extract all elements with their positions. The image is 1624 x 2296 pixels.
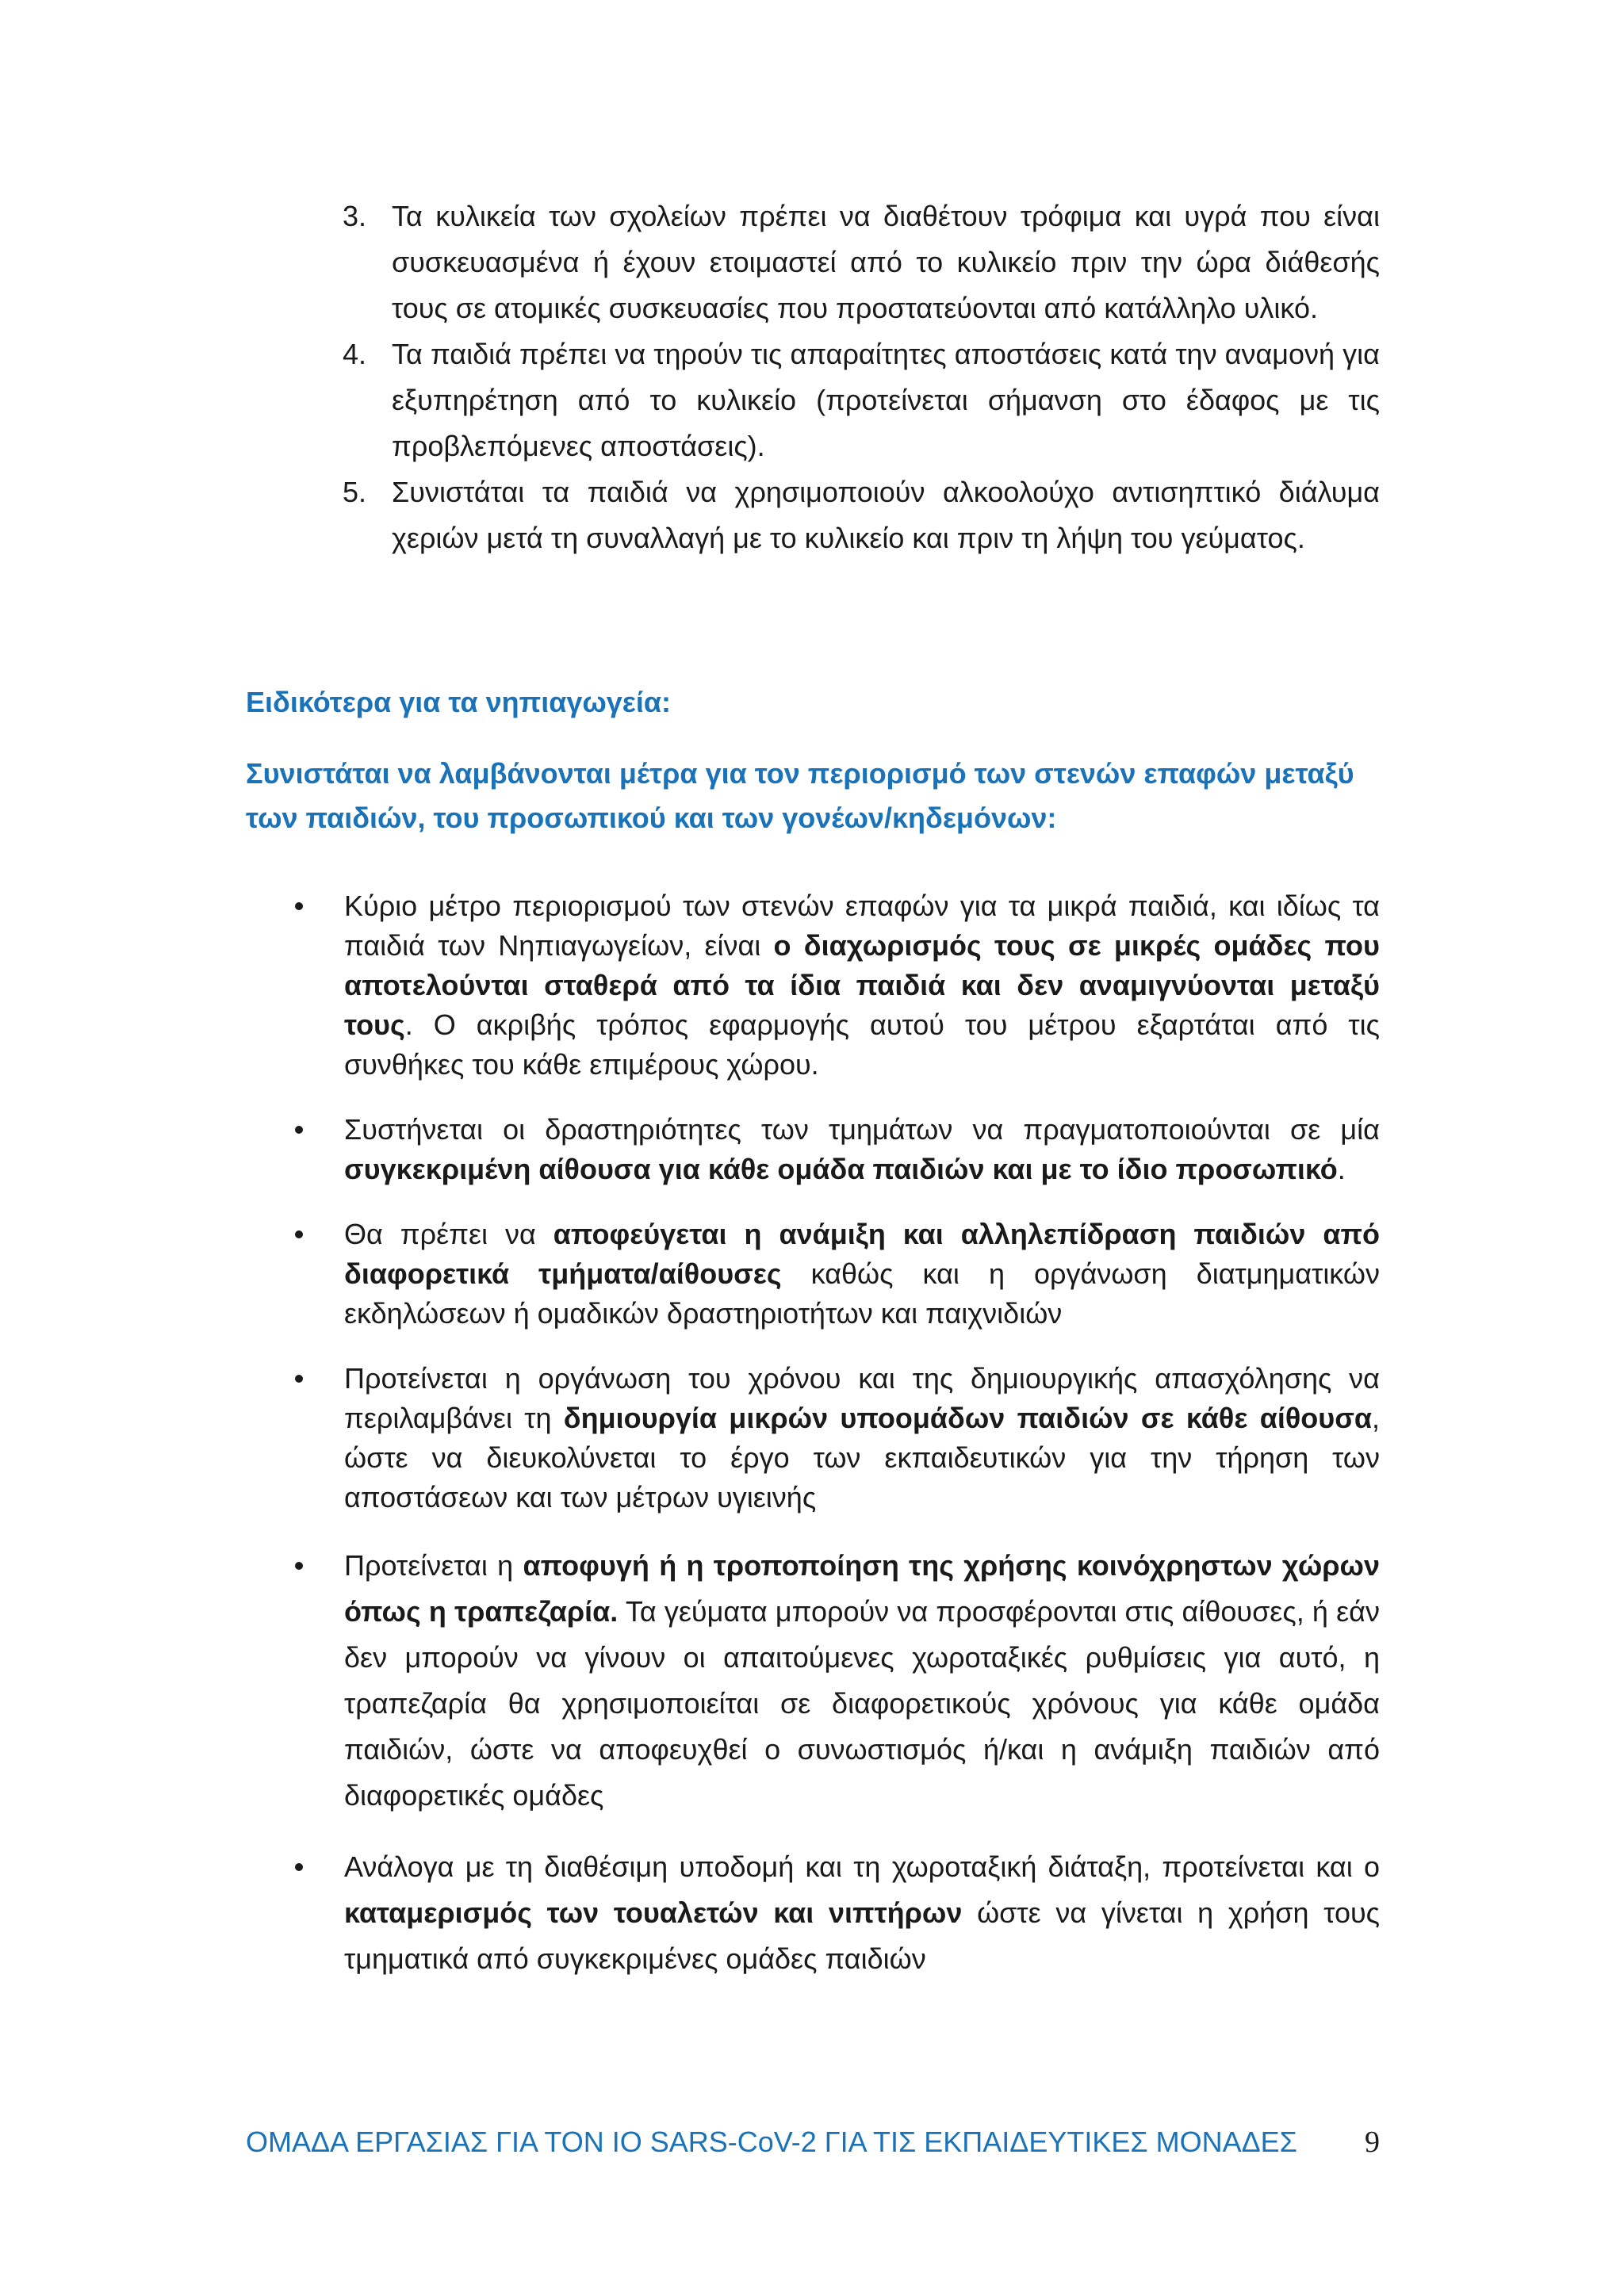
bullet-bold-text: καταμερισμός των τουαλετών και νιπτήρων [344, 1896, 963, 1929]
list-number: 5. [343, 476, 367, 508]
list-item [343, 193, 1380, 331]
bullet-item [295, 1359, 1380, 1517]
bullet-text: Θα πρέπει να [344, 1218, 553, 1250]
bullet-bold-text: δημιουργία μικρών υποομάδων παιδιών σε κάθε αίθουσα [563, 1402, 1372, 1434]
section-subheading: Συνιστάται να λαμβάνονται μέτρα για τον περιορισμό των στενών επαφών μεταξύ των παιδιών, του προσωπικού και των γονέων/κηδεμόνων: [246, 757, 1354, 834]
bullet-icon [295, 902, 303, 910]
bullet-text: Συστήνεται οι δραστηριότητες των τμημάτων να πραγματοποιούνται σε μία [344, 1113, 1380, 1146]
bullet-text: ώστε να γίνεται η χρήση τους τμηματικά από συγκεκριμένες ομάδες παιδιών [344, 1896, 1381, 1975]
bullet-icon [295, 1230, 303, 1238]
bullet-icon [295, 1375, 303, 1383]
bullet-item [295, 1110, 1380, 1189]
bullet-text: καθώς και η οργάνωση διατμηματικών εκδηλώσεων ή ομαδικών δραστηριοτήτων και παιχνιδιών [344, 1257, 1380, 1330]
bullet-text: . [1337, 1153, 1346, 1185]
bullet-bold-text: αποφυγή ή η τροποποίηση της χρήσης κοινόχρηστων χώρων όπως η τραπεζαρία. [344, 1549, 1380, 1628]
bullet-item [295, 1844, 1380, 1982]
bullet-bold-text: συγκεκριμένη αίθουσα για κάθε ομάδα παιδιών και με το ίδιο προσωπικό [344, 1153, 1338, 1185]
bullet-item [295, 886, 1380, 1085]
bullet-text: Προτείνεται η οργάνωση του χρόνου και της δημιουργικής απασχόλησης να περιλαμβάνει τη [344, 1362, 1380, 1434]
bullet-text: Τα γεύματα μπορούν να προσφέρονται στις αίθουσες, ή εάν δεν μπορούν να γίνουν οι απαιτούμενες χωροταξικές ρυθμίσεις για αυτό, η τραπεζαρία θα χρησιμοποιείται σε διαφορετικούς χρόνους για κάθε ομάδα παιδιών, ώστε να αποφευχθεί ο συνωστισμός ή/και η ανάμιξη παιδιών από διαφορετικές ομάδες [344, 1595, 1380, 1812]
list-item [343, 331, 1380, 469]
bullet-icon [295, 1126, 303, 1134]
bullet-text: Προτείνεται η [344, 1549, 523, 1582]
bullet-text: Κύριο μέτρο περιορισμού των στενών επαφών για τα μικρά παιδιά, και ιδίως τα παιδιά των Νηπιαγωγείων, είναι [344, 890, 1380, 962]
numbered-list [343, 193, 1380, 561]
list-text: Συνιστάται τα παιδιά να χρησιμοποιούν αλκοολούχο αντισηπτικό διάλυμα χεριών μετά τη συναλλαγή με το κυλικείο και πριν τη λήψη του γεύματος. [392, 476, 1380, 554]
list-number: 3. [343, 200, 367, 232]
list-number: 4. [343, 338, 367, 370]
bullet-bold-text: αποφεύγεται η ανάμιξη και αλληλεπίδραση παιδιών από διαφορετικά τμήματα/αίθουσες [344, 1218, 1381, 1290]
list-item [343, 469, 1380, 561]
list-text: Τα κυλικεία των σχολείων πρέπει να διαθέτουν τρόφιμα και υγρά που είναι συσκευασμένα ή έχουν ετοιμαστεί από το κυλικείο πριν την ώρα διάθεσής τους σε ατομικές συσκευασίες που προστατεύονται από κατάλληλο υλικό. [392, 200, 1380, 324]
page-number: 9 [1365, 2126, 1380, 2159]
bullet-text: , ώστε να διευκολύνεται το έργο των εκπαιδευτικών για την τήρηση των αποστάσεων και των μέτρων υγιεινής [344, 1402, 1381, 1513]
bullet-text: Ανάλογα με τη διαθέσιμη υποδομή και τη χωροταξική διάταξη, προτείνεται και ο [344, 1850, 1380, 1883]
bullet-bold-text: ο διαχωρισμός τους σε μικρές ομάδες που αποτελούνται σταθερά από τα ίδια παιδιά και δεν αναμιγνύονται μεταξύ τους [344, 929, 1380, 1041]
footer-text: ΟΜΑΔΑ ΕΡΓΑΣΙΑΣ ΓΙΑ ΤΟΝ ΙΟ SARS-CoV-2 ΓΙΑ ΤΙΣ ΕΚΠΑΙΔΕΥΤΙΚΕΣ ΜΟΝΑΔΕΣ [246, 2126, 1297, 2158]
bullet-text: . Ο ακριβής τρόπος εφαρμογής αυτού του μέτρου εξαρτάται από τις συνθήκες του κάθε επιμέρους χώρου. [344, 1008, 1380, 1081]
bullet-icon [295, 1863, 303, 1871]
bullet-list [295, 886, 1380, 2007]
bullet-item [295, 1543, 1380, 1819]
bullet-icon [295, 1562, 303, 1570]
section-heading: Ειδικότερα για τα νηπιαγωγεία: [246, 686, 671, 718]
list-text: Τα παιδιά πρέπει να τηρούν τις απαραίτητες αποστάσεις κατά την αναμονή για εξυπηρέτηση από το κυλικείο (προτείνεται σήμανση στο έδαφος με τις προβλεπόμενες αποστάσεις). [392, 338, 1380, 462]
bullet-item [295, 1215, 1380, 1334]
